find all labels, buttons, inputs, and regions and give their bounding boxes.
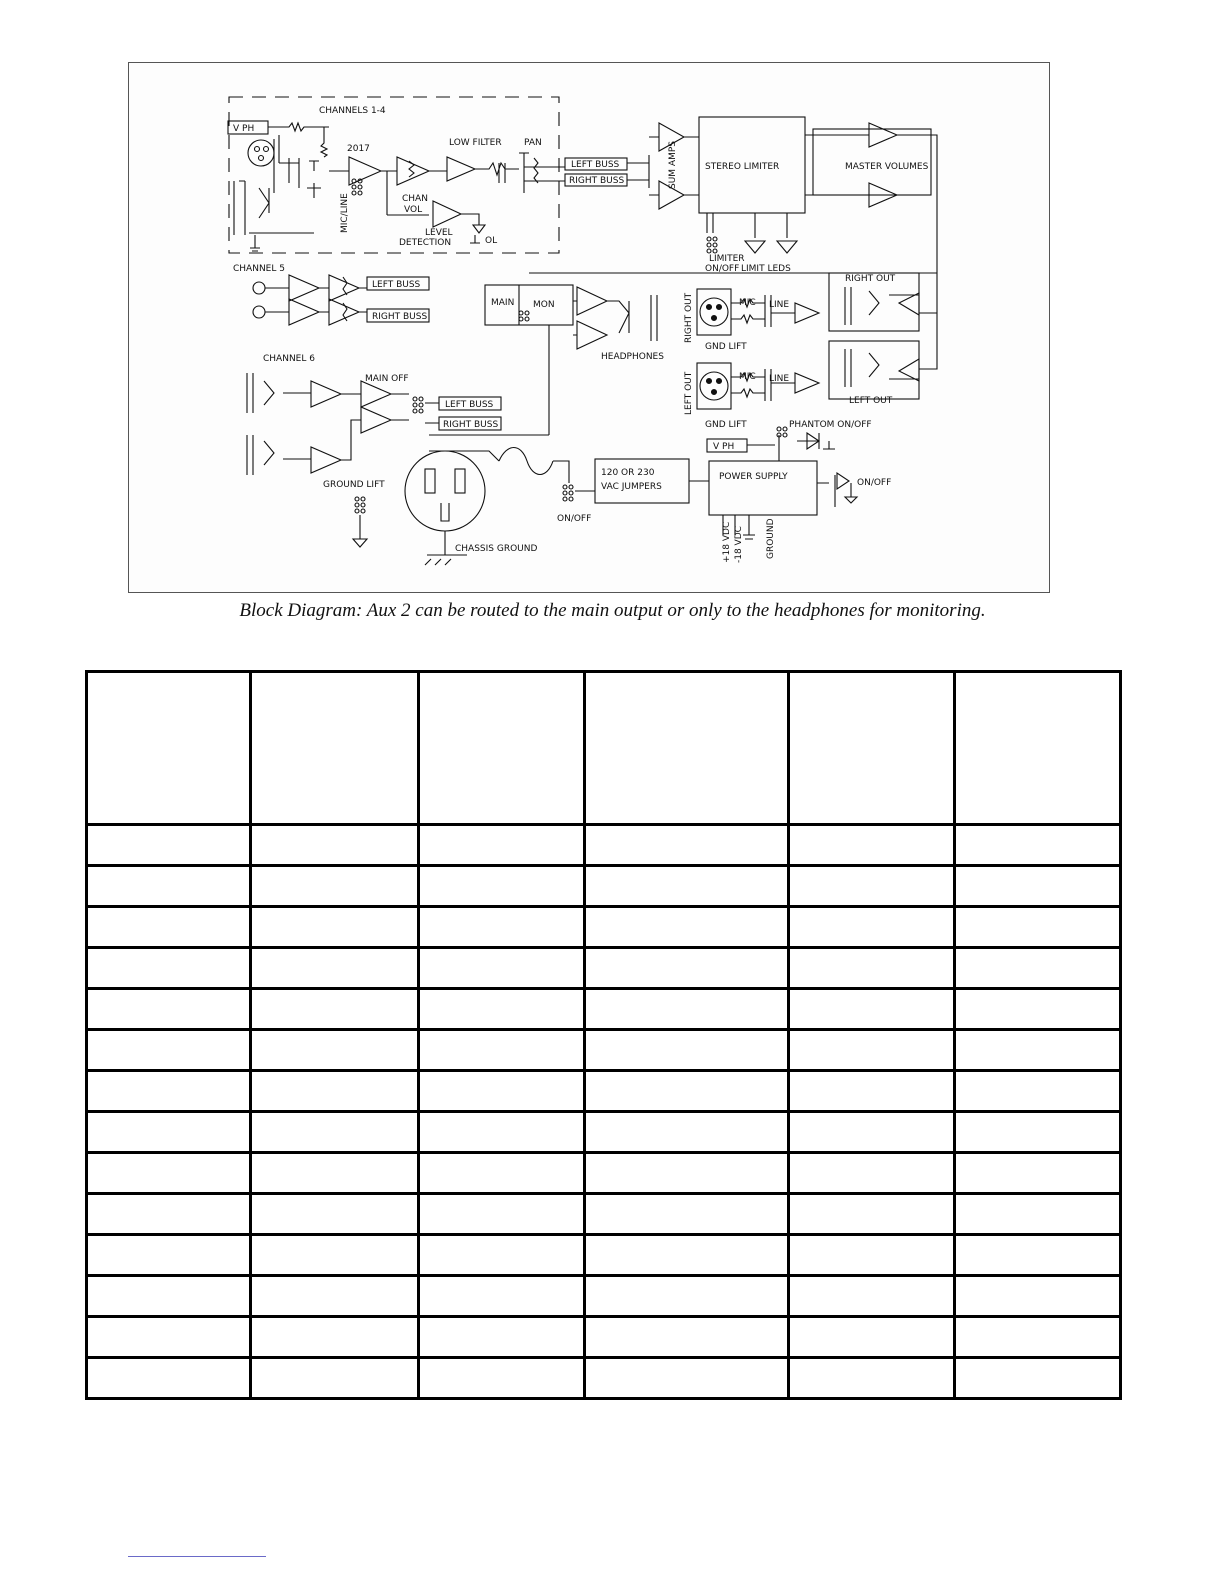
table-row (87, 1358, 1121, 1399)
vph-resistor (268, 123, 329, 131)
table-row (87, 825, 1121, 866)
table-cell (955, 1317, 1121, 1358)
right-out-label: RIGHT OUT (845, 274, 896, 284)
table-cell (419, 1071, 585, 1112)
table-cell (789, 1235, 955, 1276)
table-row (87, 948, 1121, 989)
table-cell (955, 672, 1121, 825)
table-row (87, 1030, 1121, 1071)
mic-bottom-label: MIC (739, 372, 756, 382)
table-cell (419, 907, 585, 948)
line-bottom-label: LINE (769, 374, 790, 384)
blank-grid-table (85, 670, 1122, 1400)
left-out-xlr-label: LEFT OUT (684, 371, 694, 415)
mic-line-label: MIC/LINE (340, 193, 350, 233)
table-cell (585, 1153, 789, 1194)
table-cell (87, 1317, 251, 1358)
xlr-input-jack (248, 140, 274, 166)
mon-label: MON (533, 300, 555, 310)
table-cell (955, 989, 1121, 1030)
table-row (87, 1317, 1121, 1358)
table-cell (251, 1358, 419, 1399)
power-supply-box (709, 461, 817, 515)
table-cell (251, 989, 419, 1030)
headphones-label: HEADPHONES (601, 352, 664, 362)
table-cell (955, 825, 1121, 866)
left-out-jack-box (829, 341, 919, 399)
table-row (87, 866, 1121, 907)
table-cell (251, 672, 419, 825)
vac-jumpers-label-1: 120 OR 230 (601, 468, 655, 478)
chan-vol-label-2: VOL (404, 205, 423, 215)
table-cell (87, 1194, 251, 1235)
ch5-right-buss-label: RIGHT BUSS (372, 312, 428, 322)
table-cell (789, 1317, 955, 1358)
table-cell (87, 1153, 251, 1194)
table-cell (789, 989, 955, 1030)
table-row (87, 1235, 1121, 1276)
table-cell (87, 1276, 251, 1317)
preamp-2017 (349, 157, 381, 185)
ic-2017-label: 2017 (347, 144, 370, 154)
table-cell (251, 1235, 419, 1276)
pan-label: PAN (524, 138, 542, 148)
table-cell (789, 1153, 955, 1194)
table-cell (87, 907, 251, 948)
hp-amp-bottom (577, 321, 607, 349)
chan-vol-label-1: CHAN (402, 194, 428, 204)
table-cell (955, 1153, 1121, 1194)
table-cell (87, 1071, 251, 1112)
ch6-right-buss-label: RIGHT BUSS (443, 420, 499, 430)
level-detection-label-1: LEVEL (425, 228, 453, 238)
line-top-label: LINE (769, 300, 790, 310)
minus-18-vdc-label: -18 VDC (734, 526, 744, 563)
mic-top-label: MIC (739, 298, 756, 308)
table-cell (87, 866, 251, 907)
table-cell (419, 1317, 585, 1358)
table-cell (585, 1358, 789, 1399)
table-cell (955, 907, 1121, 948)
table-cell (955, 1358, 1121, 1399)
table-row (87, 1153, 1121, 1194)
left-out-xlr (697, 363, 731, 409)
table-cell (87, 1235, 251, 1276)
left-out-label: LEFT OUT (849, 396, 893, 406)
table-cell (419, 1276, 585, 1317)
sum-amps-label: SUM AMPS (668, 141, 678, 189)
chan-vol-amp (397, 157, 429, 185)
vac-jumpers-box (595, 459, 689, 503)
hp-amp-top (577, 287, 607, 315)
table-cell (789, 948, 955, 989)
low-filter-label: LOW FILTER (449, 138, 502, 148)
table-cell (251, 907, 419, 948)
main-off-label: MAIN OFF (365, 374, 409, 384)
table-row (87, 907, 1121, 948)
ac-inlet (405, 451, 485, 531)
footer-link-underline (128, 1556, 266, 1557)
table-cell (87, 948, 251, 989)
table-cell (585, 1317, 789, 1358)
figure-caption: Block Diagram: Aux 2 can be routed to the main output or only to the headphones for monitoring. (239, 600, 986, 621)
main-label: MAIN (491, 298, 515, 308)
vac-jumpers-label-2: VAC JUMPERS (601, 482, 662, 492)
block-diagram (129, 63, 1051, 594)
table-cell (419, 1112, 585, 1153)
right-buss-label: RIGHT BUSS (569, 176, 625, 186)
table-cell (419, 1153, 585, 1194)
gnd-lift-bottom-label: GND LIFT (705, 420, 747, 430)
table-cell (789, 825, 955, 866)
table-cell (955, 1276, 1121, 1317)
table-cell (585, 1071, 789, 1112)
ground-symbol (250, 235, 260, 251)
table-cell (585, 948, 789, 989)
table-cell (955, 1194, 1121, 1235)
ch6-amp-bottom (311, 447, 341, 473)
channels-1-4-label: CHANNELS 1-4 (319, 106, 386, 116)
vph-top-label: V PH (233, 124, 255, 134)
table-cell (87, 1030, 251, 1071)
table-cell (789, 866, 955, 907)
table-cell (585, 1194, 789, 1235)
channel-6-label: CHANNEL 6 (263, 354, 315, 364)
table-cell (419, 825, 585, 866)
limit-leds-label: LIMIT LEDS (741, 264, 791, 274)
table-cell (585, 672, 789, 825)
table-cell (251, 948, 419, 989)
table-cell (251, 1153, 419, 1194)
table-cell (585, 1276, 789, 1317)
table-cell (251, 1276, 419, 1317)
table-cell (251, 1071, 419, 1112)
ch6-amp-top (311, 381, 341, 407)
table-cell (251, 1030, 419, 1071)
table-cell (585, 825, 789, 866)
table-row (87, 1276, 1121, 1317)
table-cell (585, 907, 789, 948)
on-off-led-label: ON/OFF (857, 478, 892, 488)
table-cell (251, 866, 419, 907)
master-vol-amp-top (869, 123, 897, 147)
table-cell (789, 907, 955, 948)
table-cell (87, 1112, 251, 1153)
table-cell (419, 866, 585, 907)
vph-bottom-label: V PH (713, 442, 735, 452)
table-cell (87, 989, 251, 1030)
table-cell (955, 1235, 1121, 1276)
level-detection-label-2: DETECTION (399, 238, 452, 248)
master-volumes-label: MASTER VOLUMES (845, 162, 929, 172)
table-cell (87, 672, 251, 825)
gnd-lift-top-label: GND LIFT (705, 342, 747, 352)
table-cell (87, 1358, 251, 1399)
table-cell (419, 1358, 585, 1399)
table-cell (251, 1317, 419, 1358)
ch6-left-buss-label: LEFT BUSS (445, 400, 494, 410)
table-row (87, 1194, 1121, 1235)
table-row (87, 1071, 1121, 1112)
limiter-onoff-label-2: ON/OFF (705, 264, 740, 274)
chassis-ground-label: CHASSIS GROUND (455, 544, 538, 554)
table-cell (251, 1194, 419, 1235)
table-cell (955, 948, 1121, 989)
table-cell (585, 866, 789, 907)
table-cell (955, 1112, 1121, 1153)
ch5-amp-bottom (289, 299, 319, 325)
ch5-left-buss-label: LEFT BUSS (372, 280, 421, 290)
table-cell (419, 672, 585, 825)
table-cell (251, 1112, 419, 1153)
table-row (87, 989, 1121, 1030)
table-cell (419, 1030, 585, 1071)
ground-label: GROUND (766, 518, 776, 559)
ch5-amp-top (289, 275, 319, 301)
plus-18-vdc-label: +18 VDC (722, 521, 732, 563)
table-cell (585, 1235, 789, 1276)
table-cell (789, 1276, 955, 1317)
table-cell (789, 1194, 955, 1235)
table-cell (789, 1358, 955, 1399)
on-off-power-label: ON/OFF (557, 514, 592, 524)
table-cell (419, 948, 585, 989)
table-cell (419, 1235, 585, 1276)
table-cell (419, 1194, 585, 1235)
table-cell (789, 1030, 955, 1071)
table-row (87, 1112, 1121, 1153)
limiter-onoff-label-1: LIMITER (709, 254, 745, 264)
table-header-row (87, 672, 1121, 825)
table-cell (87, 825, 251, 866)
phantom-onoff-label: PHANTOM ON/OFF (789, 420, 872, 430)
table-cell (585, 1030, 789, 1071)
stereo-limiter-label: STEREO LIMITER (705, 162, 780, 172)
table-cell (419, 989, 585, 1030)
table-cell (585, 1112, 789, 1153)
ground-lift-label: GROUND LIFT (323, 480, 385, 490)
block-diagram-figure (128, 62, 1050, 593)
table-cell (789, 672, 955, 825)
low-filter-amp (447, 157, 475, 181)
power-supply-label: POWER SUPPLY (719, 472, 788, 482)
table-cell (789, 1112, 955, 1153)
channel-5-label: CHANNEL 5 (233, 264, 285, 274)
level-detect-amp (433, 201, 461, 227)
channels-1-4-box (229, 97, 559, 253)
table-cell (955, 1030, 1121, 1071)
left-buss-label: LEFT BUSS (571, 160, 620, 170)
right-out-xlr (697, 289, 731, 335)
table-cell (789, 1071, 955, 1112)
table-cell (251, 825, 419, 866)
table-cell (955, 1071, 1121, 1112)
ol-label: OL (485, 236, 498, 246)
table-cell (955, 866, 1121, 907)
table-cell (585, 989, 789, 1030)
right-out-xlr-label: RIGHT OUT (684, 292, 694, 343)
